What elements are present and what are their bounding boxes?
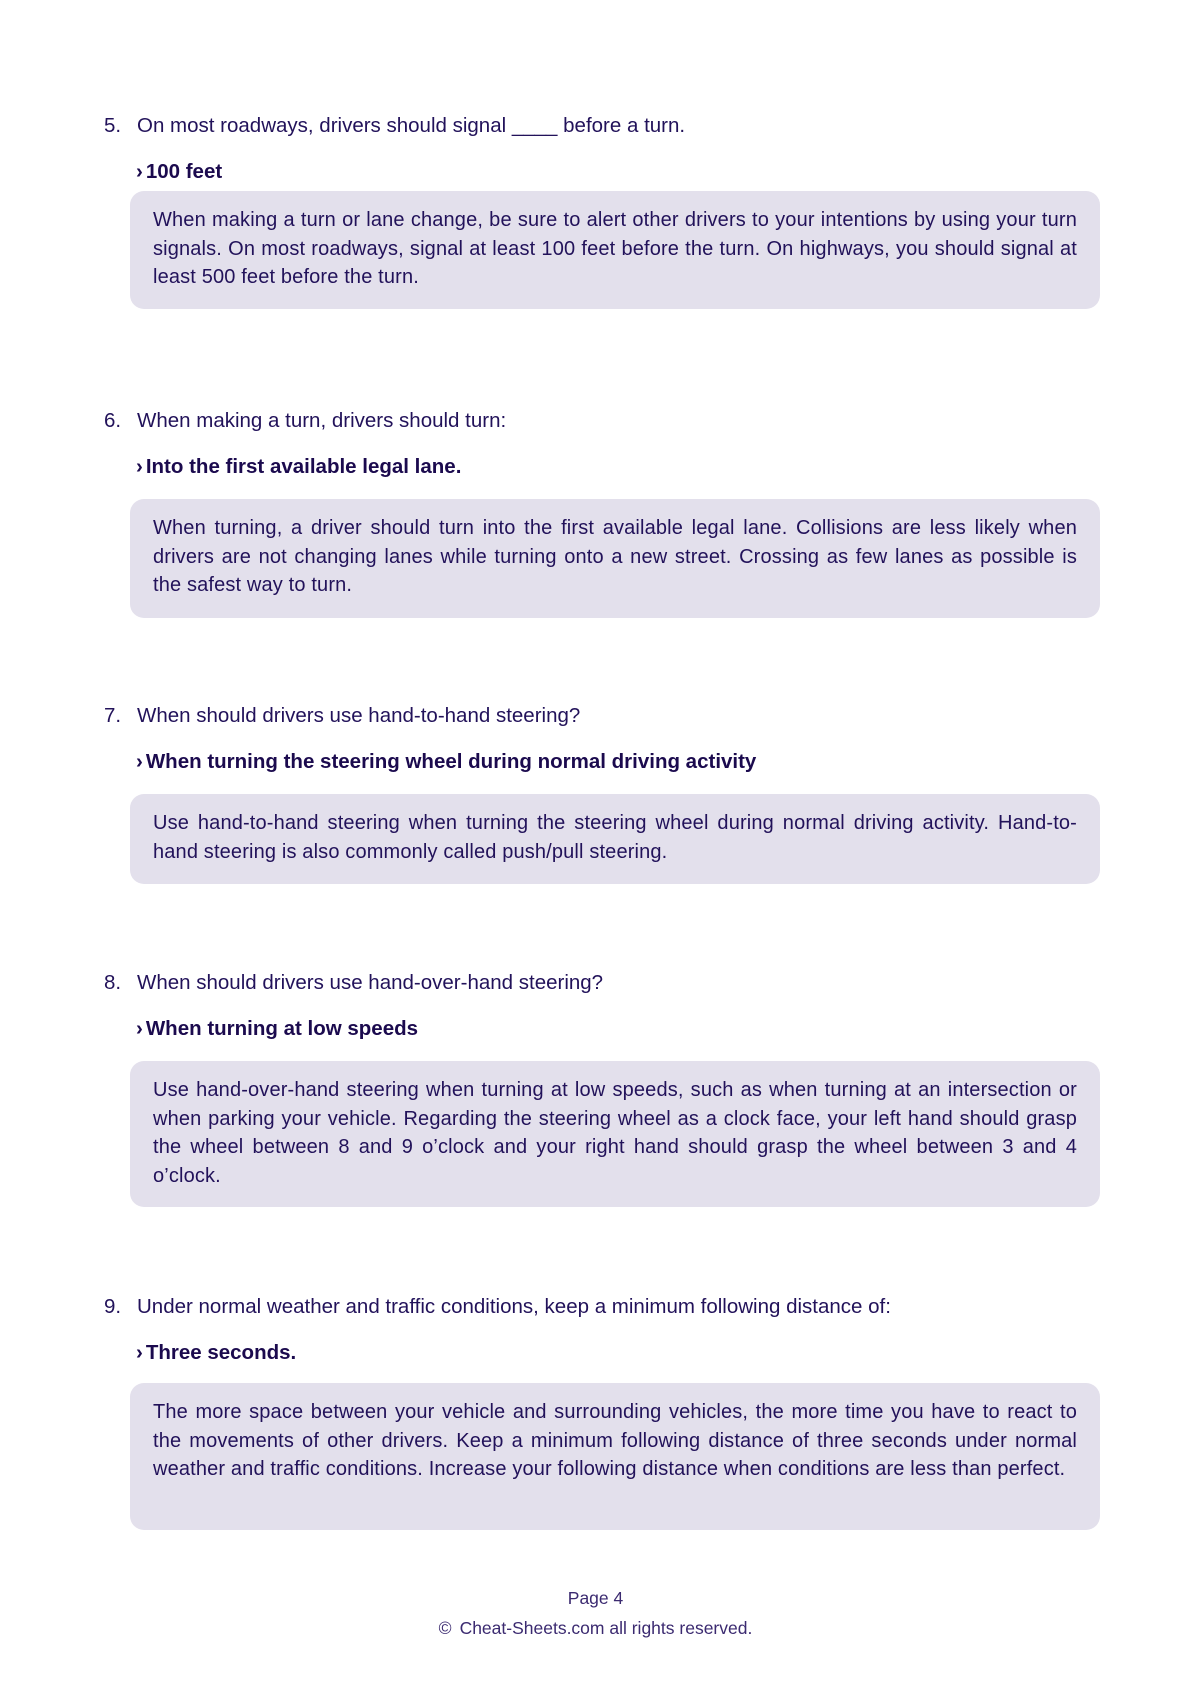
answer-label: 100 feet <box>145 160 223 183</box>
chevron-right-icon: › <box>136 160 143 183</box>
question-text <box>104 703 580 729</box>
chevron-right-icon: › <box>136 455 143 478</box>
answer-text <box>136 159 222 185</box>
question-number: 5. <box>104 114 122 137</box>
copyright-line <box>0 1616 1191 1640</box>
answer-label: Into the first available legal lane. <box>145 455 462 478</box>
chevron-right-icon: › <box>136 750 143 773</box>
question-number: 9. <box>104 1295 122 1318</box>
answer-label: When turning the steering wheel during normal driving activity <box>145 750 757 773</box>
question-label: Under normal weather and traffic conditions, keep a minimum following distance of: <box>137 1295 891 1318</box>
copyright-icon: © <box>438 1618 452 1638</box>
question-text <box>104 408 506 434</box>
question-text <box>104 113 685 139</box>
question-label: On most roadways, drivers should signal ____ before a turn. <box>137 114 686 137</box>
answer-text <box>136 1016 418 1042</box>
question-number: 6. <box>104 409 122 432</box>
question-text <box>104 1294 891 1320</box>
question-text <box>104 970 603 996</box>
question-number: 8. <box>104 971 122 994</box>
chevron-right-icon: › <box>136 1341 143 1364</box>
explanation-box: The more space between your vehicle and surrounding vehicles, the more time you have to react to the movements of other drivers. Keep a minimum following distance of three seconds under normal weather and traffic conditions. Increase your following distance when conditions are less than perfect. <box>130 1383 1100 1530</box>
answer-text <box>136 749 756 775</box>
answer-label: When turning at low speeds <box>145 1017 419 1040</box>
explanation-box: When turning, a driver should turn into the first available legal lane. Collisions are less likely when drivers are not changing lanes while turning onto a new street. Crossing as few lanes as possible is the safest way to turn. <box>130 499 1100 618</box>
explanation-box: Use hand-to-hand steering when turning the steering wheel during normal driving activity. Hand-to-hand steering is also commonly called push/pull steering. <box>130 794 1100 884</box>
explanation-box: Use hand-over-hand steering when turning at low speeds, such as when turning at an intersection or when parking your vehicle. Regarding the steering wheel as a clock face, your left hand should grasp the wheel between 8 and 9 o’clock and your right hand should grasp the wheel between 3 and 4 o’clock. <box>130 1061 1100 1207</box>
answer-label: Three seconds. <box>145 1341 297 1364</box>
question-label: When should drivers use hand-to-hand steering? <box>137 704 581 727</box>
chevron-right-icon: › <box>136 1017 143 1040</box>
question-number: 7. <box>104 704 122 727</box>
explanation-box: When making a turn or lane change, be sure to alert other drivers to your intentions by using your turn signals. On most roadways, signal at least 100 feet before the turn. On highways, you should signal at least 500 feet before the turn. <box>130 191 1100 309</box>
answer-text <box>136 454 461 480</box>
question-label: When should drivers use hand-over-hand steering? <box>137 971 604 994</box>
copyright-text: Cheat-Sheets.com all rights reserved. <box>459 1618 753 1638</box>
answer-text <box>136 1340 296 1366</box>
question-label: When making a turn, drivers should turn: <box>137 409 507 432</box>
page-number: Page 4 <box>567 1588 624 1608</box>
